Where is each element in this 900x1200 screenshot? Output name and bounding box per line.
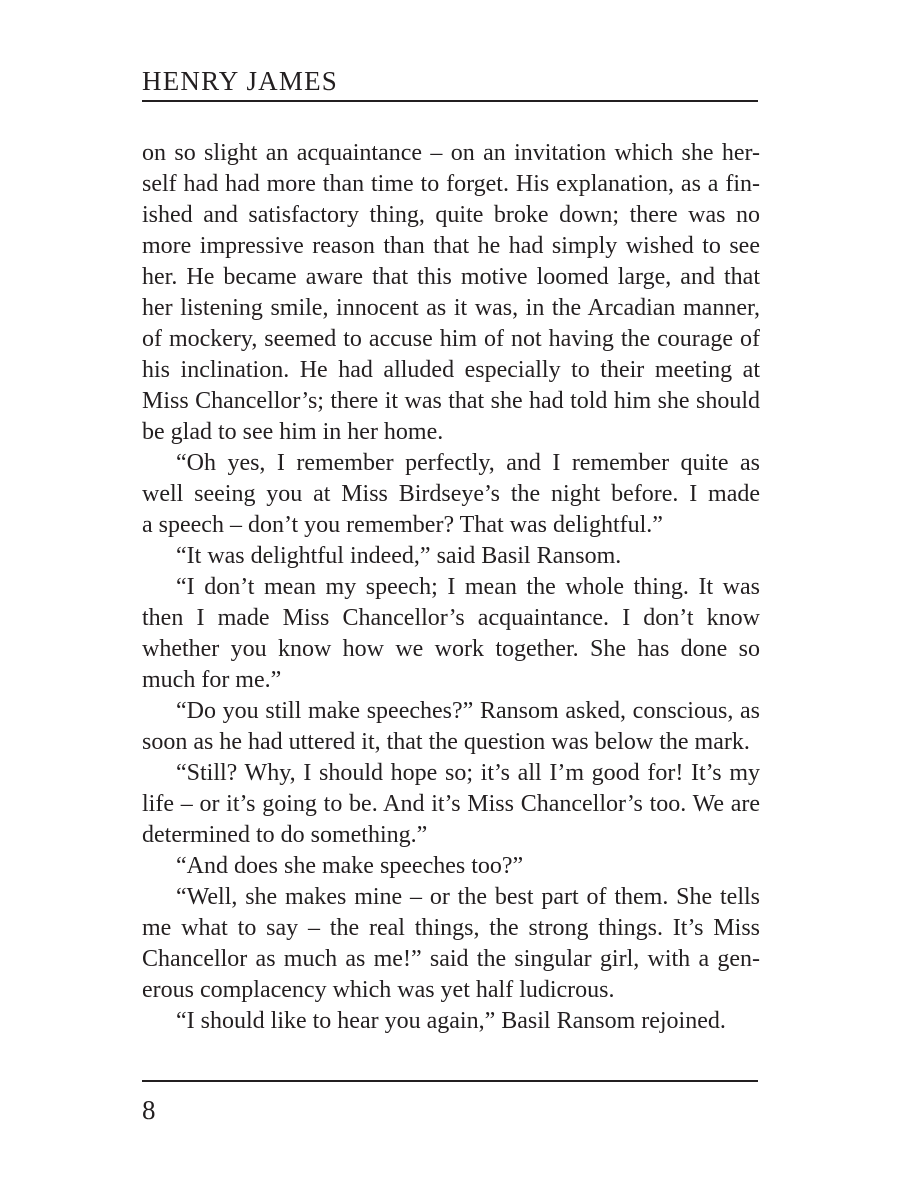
text-line: be glad to see him in her home. xyxy=(142,419,444,445)
text-line: a speech – don’t you remember? That was delightful.” xyxy=(142,512,663,538)
page-number: 8 xyxy=(142,1095,156,1125)
text-line: “I don’t mean my speech; I mean the whole thing. It was xyxy=(176,574,760,600)
text-line: me what to say – the real things, the strong things. It’s Miss xyxy=(142,915,760,941)
text-line: “It was delightful indeed,” said Basil Ransom. xyxy=(176,543,622,569)
footer-rule xyxy=(142,1080,758,1082)
paragraph xyxy=(142,448,760,541)
text-line: Miss Chancellor’s; there it was that she had told him she should xyxy=(142,388,760,414)
header-rule xyxy=(142,100,758,102)
text-line: his inclination. He had alluded especially to their meeting at xyxy=(142,357,760,383)
text-line: “Well, she makes mine – or the best part of them. She tells xyxy=(176,884,760,910)
text-line: erous complacency which was yet half ludicrous. xyxy=(142,977,615,1003)
paragraph xyxy=(142,541,760,572)
paragraph xyxy=(142,572,760,696)
text-line: self had had more than time to forget. His explanation, as a fin- xyxy=(142,171,760,197)
text-line: ished and satisfactory thing, quite broke down; there was no xyxy=(142,202,760,228)
text-line: “Oh yes, I remember perfectly, and I remember quite as xyxy=(176,450,760,476)
paragraph xyxy=(142,882,760,1006)
paragraph xyxy=(142,1006,760,1037)
text-line: “Still? Why, I should hope so; it’s all I’m good for! It’s my xyxy=(176,760,760,786)
text-line: whether you know how we work together. She has done so xyxy=(142,636,760,662)
text-line: “I should like to hear you again,” Basil Ransom rejoined. xyxy=(176,1008,726,1034)
text-line: determined to do something.” xyxy=(142,822,428,848)
text-line: on so slight an acquaintance – on an invitation which she her- xyxy=(142,140,760,166)
text-line: then I made Miss Chancellor’s acquaintance. I don’t know xyxy=(142,605,760,631)
paragraph xyxy=(142,851,760,882)
text-line: of mockery, seemed to accuse him of not having the courage of xyxy=(142,326,760,352)
text-line: soon as he had uttered it, that the question was below the mark. xyxy=(142,729,750,755)
text-line: Chancellor as much as me!” said the singular girl, with a gen- xyxy=(142,946,760,972)
running-head: HENRY JAMES xyxy=(142,66,338,96)
text-line: much for me.” xyxy=(142,667,282,693)
text-line: her listening smile, innocent as it was, in the Arcadian manner, xyxy=(142,295,760,321)
paragraph xyxy=(142,758,760,851)
text-line: “And does she make speeches too?” xyxy=(176,853,524,879)
body-text xyxy=(142,138,760,1037)
text-line: well seeing you at Miss Birdseye’s the night before. I made xyxy=(142,481,760,507)
text-line: more impressive reason than that he had simply wished to see xyxy=(142,233,760,259)
text-line: her. He became aware that this motive loomed large, and that xyxy=(142,264,760,290)
paragraph xyxy=(142,696,760,758)
text-line: life – or it’s going to be. And it’s Miss Chancellor’s too. We are xyxy=(142,791,760,817)
text-line: “Do you still make speeches?” Ransom asked, conscious, as xyxy=(176,698,760,724)
paragraph xyxy=(142,138,760,448)
